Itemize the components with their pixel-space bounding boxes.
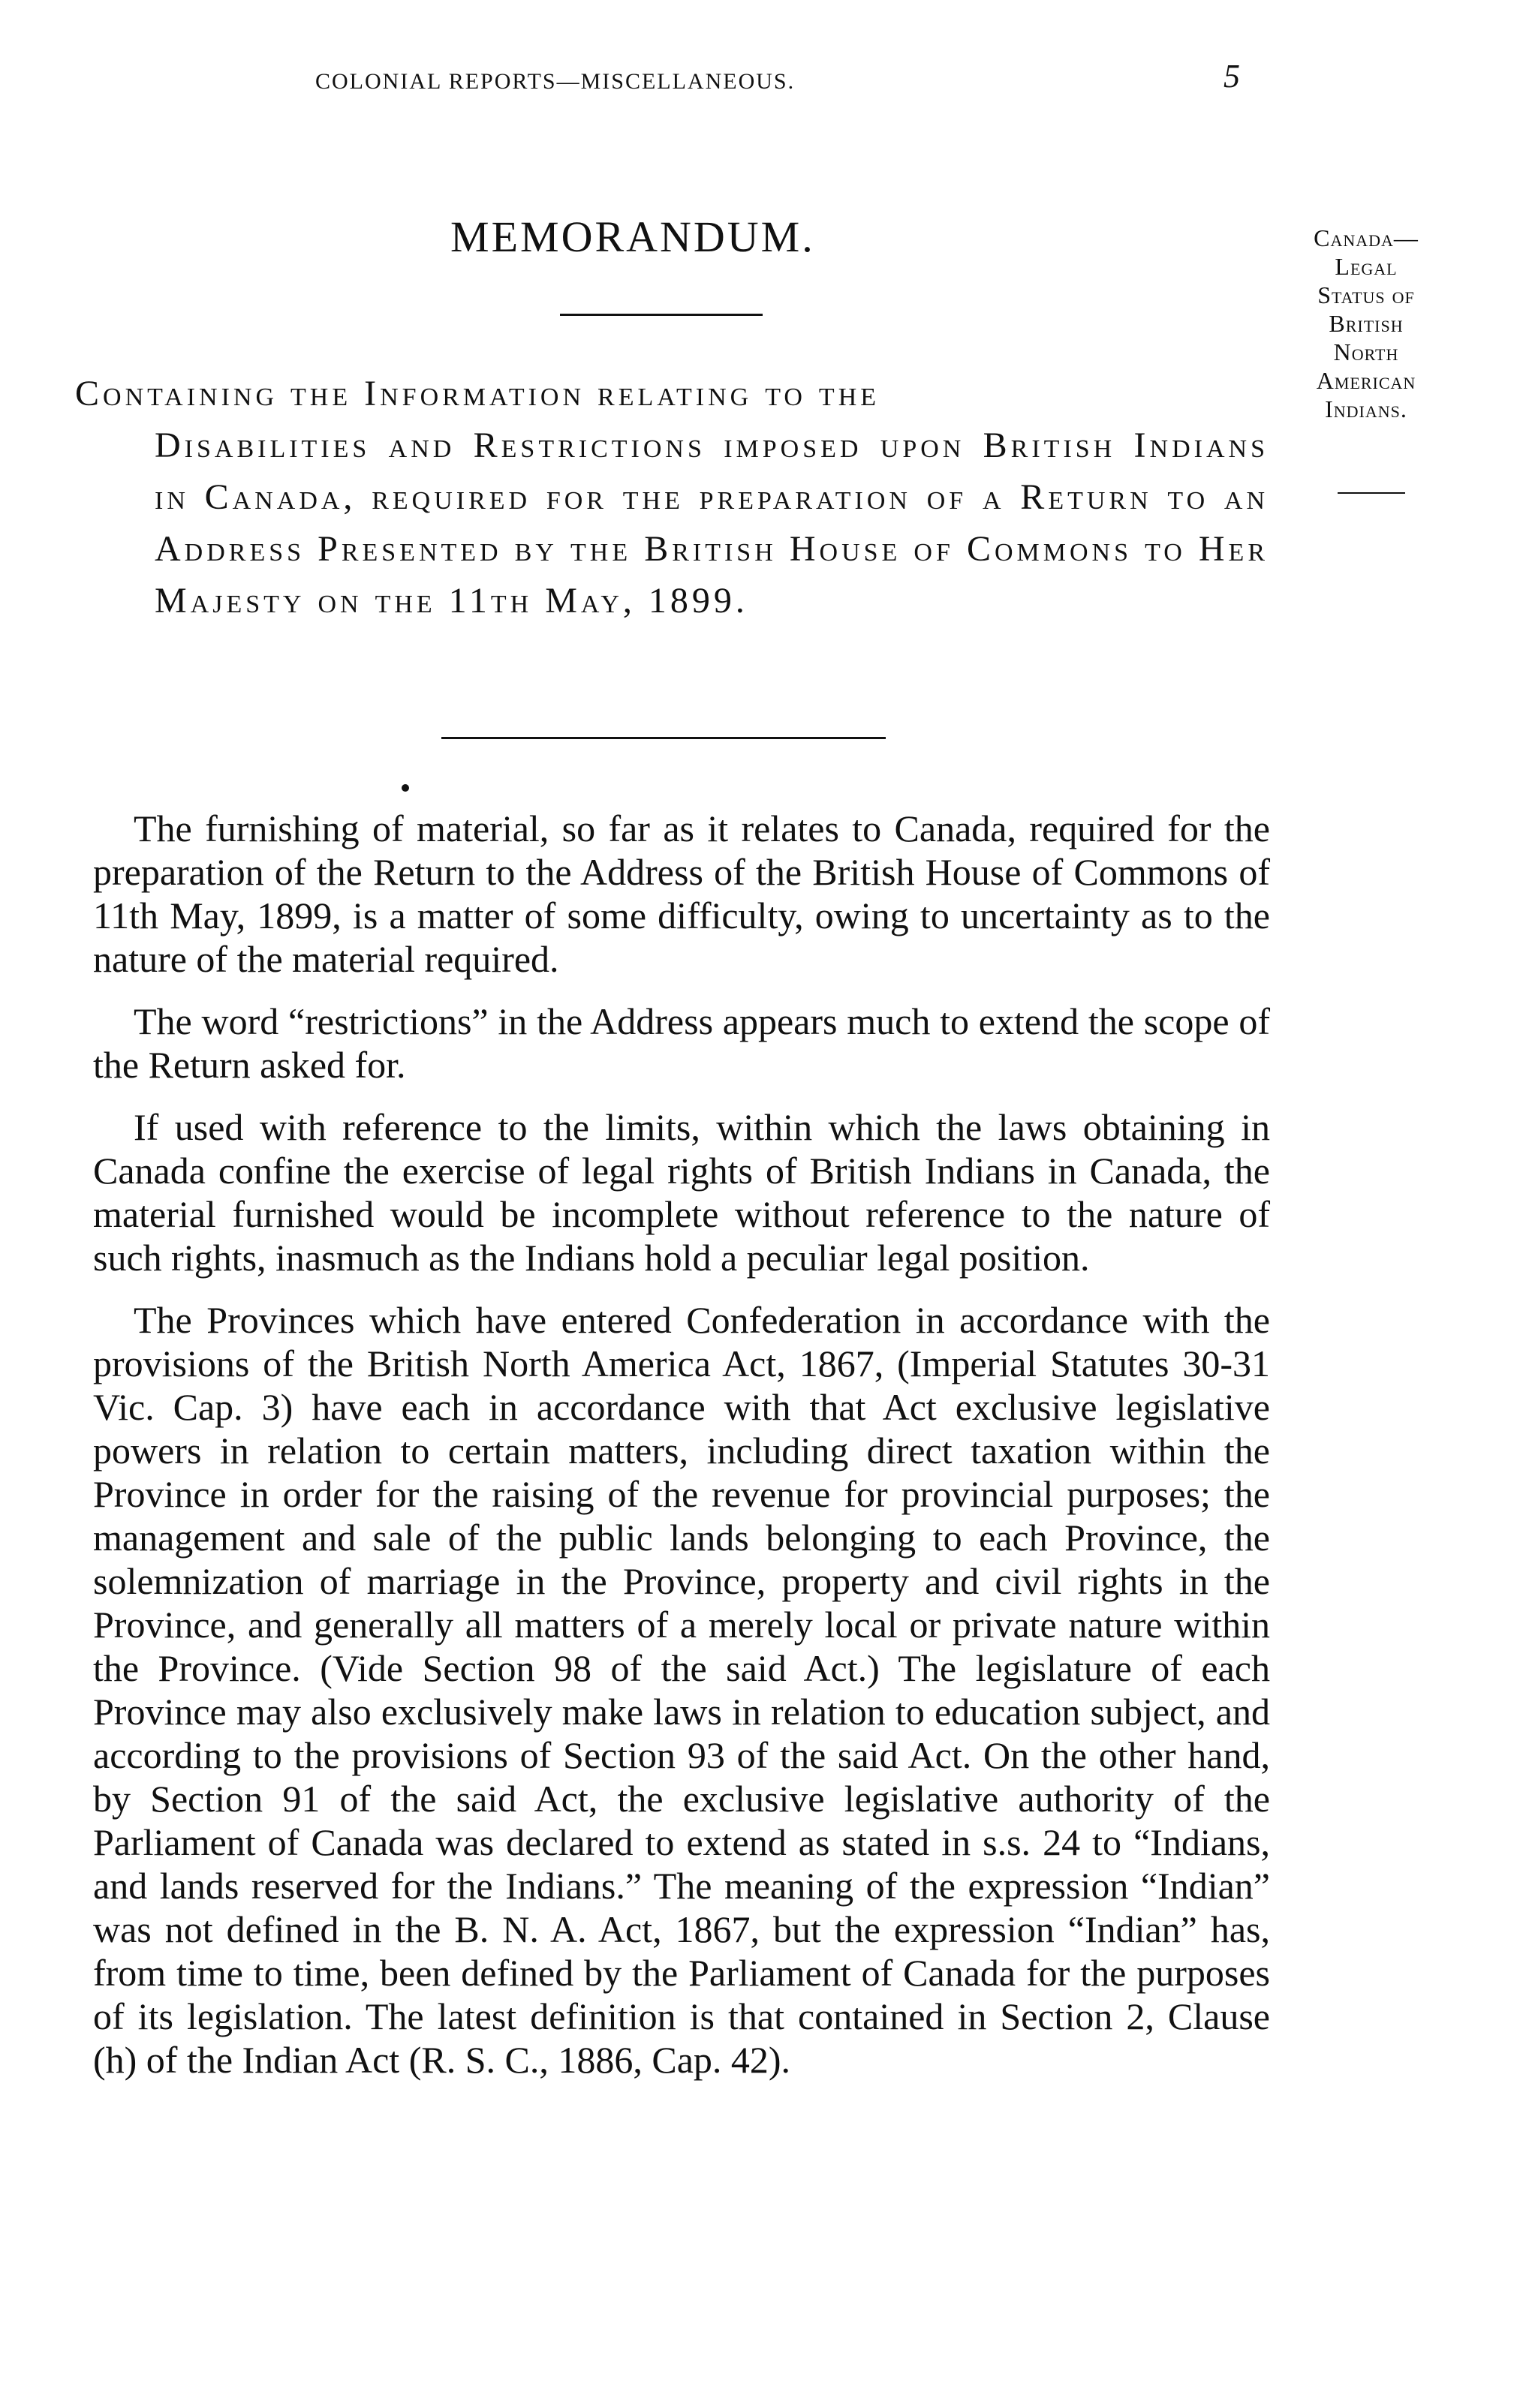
heading-rest: Disabilities and Restrictions imposed upon British Indians in Canada, required for the preparation of a Return to an Address Presented by the British House of Commons to Her Majesty on the 11th May, 1899. bbox=[155, 425, 1269, 621]
body-text bbox=[93, 807, 1270, 2082]
paragraph: The Provinces which have entered Confederation in accordance with the provisions of the British North America Act, 1867, (Imperial Statutes 30-31 Vic. Cap. 3) have each in accordance with that Act exclusive legislative powers in relation to certain matters, including direct taxation within the Province in order for the raising of the revenue for provincial purposes; the management and sale of the public lands belonging to each Province, the solemnization of marriage in the Province, property and civil rights in the Province, and generally all matters of a merely local or private nature within the Province. (Vide Section 98 of the said Act.) The legislature of each Province may also exclusively make laws in relation to education subject, and according to the provisions of Section 93 of the said Act. On the other hand, by Section 91 of the said Act, the exclusive legislative authority of the Parliament of Canada was declared to extend as stated in s.s. 24 to “Indians, and lands reserved for the Indians.” The meaning of the expression “Indian” was not defined in the B. N. A. Act, 1867, but the expression “Indian” has, from time to time, been defined by the Parliament of Canada for the purposes of its legislation. The latest definition is that contained in Section 2, Clause (h) of the Indian Act (R. S. C., 1886, Cap. 42). bbox=[93, 1299, 1270, 2081]
heading-rule bbox=[441, 737, 886, 739]
marginal-sidenote bbox=[1276, 224, 1456, 423]
sidenote-line: North bbox=[1333, 338, 1399, 365]
sidenote-line: Indians. bbox=[1325, 395, 1407, 422]
memorandum-heading bbox=[75, 368, 1269, 627]
sidenote-line: Legal bbox=[1335, 253, 1398, 280]
heading-first-line: Containing the Information relating to the bbox=[75, 374, 880, 413]
page-number: 5 bbox=[1224, 58, 1240, 95]
sidenote-rule bbox=[1338, 492, 1405, 494]
page-title: MEMORANDUM. bbox=[450, 212, 815, 261]
sidenote-line: Canada— bbox=[1314, 224, 1419, 251]
sidenote-line: British bbox=[1329, 310, 1404, 337]
sidenote-line: Status of bbox=[1317, 281, 1415, 308]
paragraph: If used with reference to the limits, within which the laws obtaining in Canada confine the exercise of legal rights of British Indians in Canada, the material furnished would be incomplete without reference to the nature of such rights, inasmuch as the Indians hold a peculiar legal position. bbox=[93, 1106, 1270, 1279]
paragraph: The word “restrictions” in the Address appears much to extend the scope of the Return asked for. bbox=[93, 1000, 1270, 1086]
paragraph: The furnishing of material, so far as it relates to Canada, required for the preparation of the Return to the Address of the British House of Commons of 11th May, 1899, is a matter of some difficulty, owing to uncertainty as to the nature of the material required. bbox=[93, 807, 1270, 980]
running-head: COLONIAL REPORTS—MISCELLANEOUS. bbox=[315, 69, 796, 94]
stray-dot bbox=[402, 784, 409, 792]
sidenote-line: American bbox=[1316, 367, 1416, 394]
title-rule bbox=[560, 314, 763, 316]
